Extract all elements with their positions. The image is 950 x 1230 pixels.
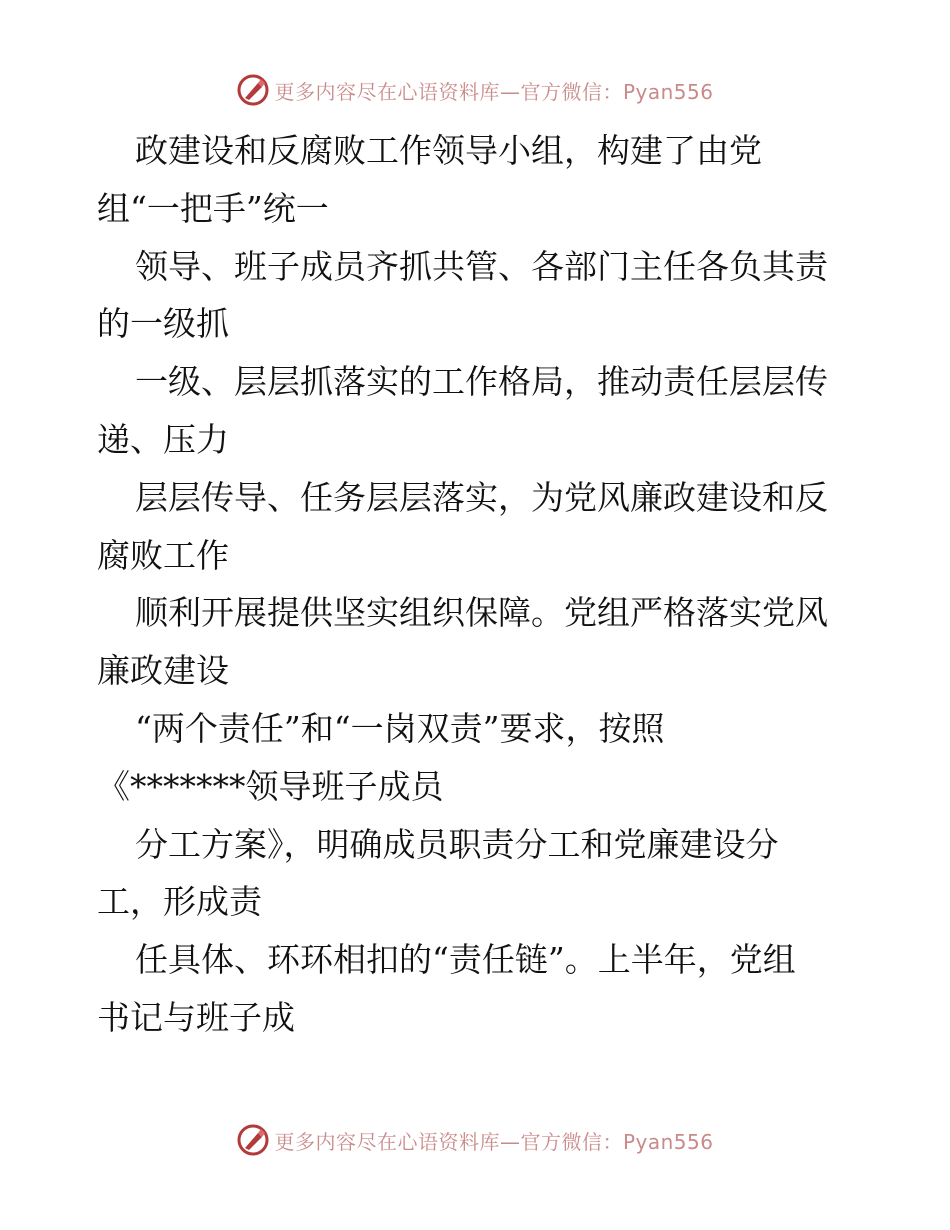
text-line: 层层传导、任务层层落实，为党风廉政建设和反 xyxy=(135,477,828,517)
text-line: 政建设和反腐败工作领导小组，构建了由党 xyxy=(135,131,762,170)
pen-nib-logo-icon xyxy=(236,1123,270,1157)
footer-watermark xyxy=(0,1120,950,1160)
text-line: 《*******领导班子成员 xyxy=(97,766,444,806)
text-line: 书记与班子成 xyxy=(97,997,295,1037)
text-line: 廉政建设 xyxy=(97,651,229,691)
text-line: 腐败工作 xyxy=(97,535,229,575)
text-line: 任具体、环环相扣的“责任链”。上半年，党组 xyxy=(135,940,796,980)
text-line: 组“一把手”统一 xyxy=(97,188,329,228)
text-line: 顺利开展提供坚实组织保障。党组严格落实党风 xyxy=(135,593,828,633)
text-line: 的一级抓 xyxy=(97,304,229,344)
header-watermark xyxy=(0,70,950,110)
text-line: “两个责任”和“一岗双责”要求，按照 xyxy=(135,708,665,748)
text-line: 工，形成责 xyxy=(97,882,262,922)
text-line: 递、压力 xyxy=(97,419,229,459)
text-line: 一级、层层抓落实的工作格局，推动责任层层传 xyxy=(135,362,828,402)
text-line: 分工方案》，明确成员职责分工和党廉建设分 xyxy=(135,824,779,864)
pen-nib-logo-icon xyxy=(236,73,270,107)
watermark-text: 更多内容尽在心语资料库—官方微信：Pyan556 xyxy=(274,79,714,104)
watermark-text: 更多内容尽在心语资料库—官方微信：Pyan556 xyxy=(274,1129,714,1154)
text-line: 领导、班子成员齐抓共管、各部门主任各负其责 xyxy=(135,246,828,286)
document-body xyxy=(97,122,867,1047)
